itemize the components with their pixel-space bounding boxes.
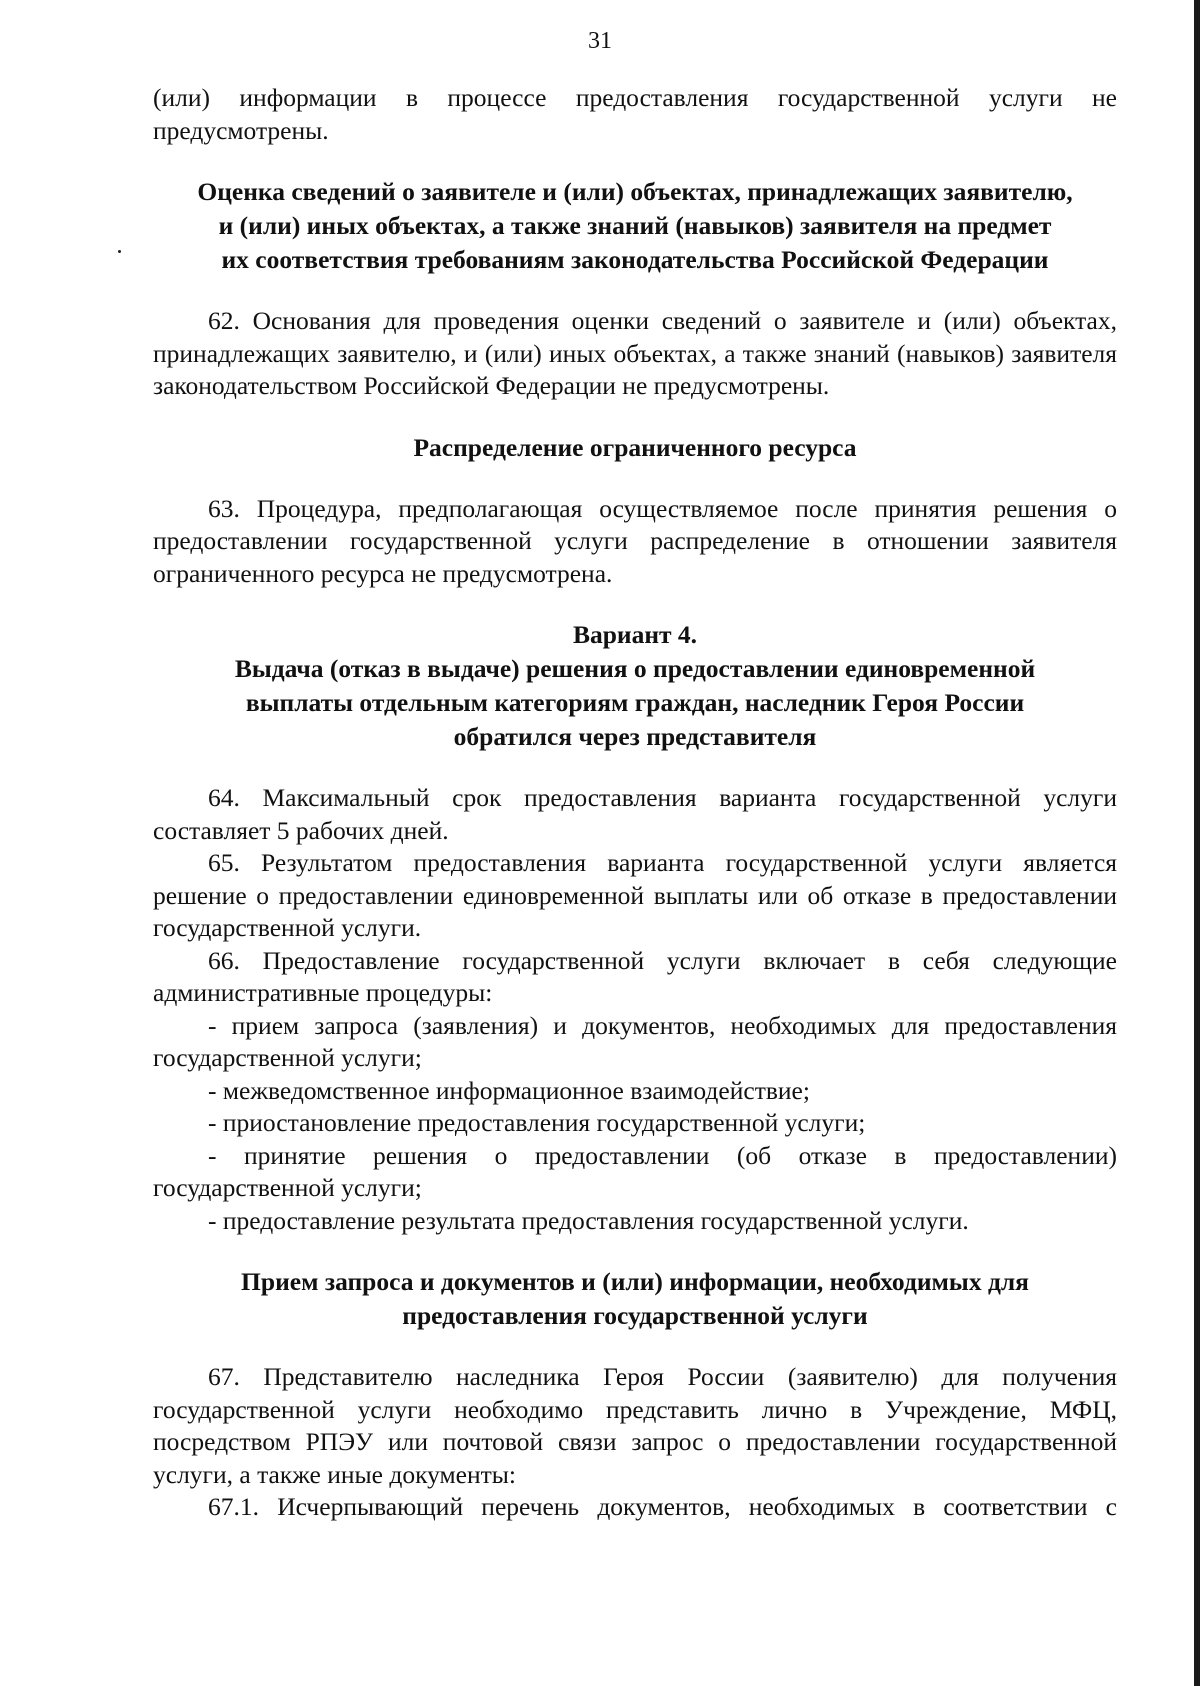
heading-line: предоставления государственной услуги: [402, 1301, 868, 1330]
paragraph: 62. Основания для проведения оценки сведений о заявителе и (или) объектах, принадлежащих заявителю, и (или) иных объектах, а также знаний (навыков) заявителя законодательством Российской Федерации не предусмотрены.: [153, 306, 1117, 400]
heading-line: и (или) иных объектах, а также знаний (навыков) заявителя на предмет: [218, 211, 1052, 240]
document-body: [153, 82, 1117, 1524]
heading-line: Оценка сведений о заявителе и (или) объектах, принадлежащих заявителю,: [197, 177, 1073, 206]
spacer: [153, 403, 1117, 431]
spacer: [153, 1333, 1117, 1361]
paragraph: 65. Результатом предоставления варианта государственной услуги является решение о предоставлении единовременной выплаты или об отказе в предоставлении государственной услуги.: [153, 848, 1117, 942]
section-heading: [153, 431, 1117, 465]
spacer: [153, 1237, 1117, 1265]
scan-edge: [1194, 0, 1200, 1686]
paragraph: 64. Максимальный срок предоставления варианта государственной услуги составляет 5 рабочих дней.: [153, 783, 1117, 845]
paragraph: (или) информации в процессе предоставления государственной услуги не предусмотрены.: [153, 83, 1117, 145]
page-number: 31: [588, 28, 612, 54]
spacer: [153, 754, 1117, 782]
paragraph: 67.1. Исчерпывающий перечень документов, необходимых в соответствии с: [208, 1492, 1117, 1521]
paragraph: - прием запроса (заявления) и документов, необходимых для предоставления государственной услуги;: [153, 1010, 1117, 1072]
heading-line: выплаты отдельным категориям граждан, наследник Героя России: [245, 688, 1025, 717]
section-heading: [153, 1265, 1117, 1333]
section-heading: [153, 618, 1117, 754]
paragraph: - предоставление результата предоставления государственной услуги.: [208, 1205, 969, 1235]
heading-line: Прием запроса и документов и (или) информации, необходимых для: [241, 1267, 1029, 1296]
spacer: [153, 590, 1117, 618]
paragraph: - приостановление предоставления государственной услуги;: [208, 1108, 866, 1137]
paragraph: - межведомственное информационное взаимодействие;: [208, 1075, 810, 1105]
heading-line: Распределение ограниченного ресурса: [413, 432, 857, 462]
paragraph: 63. Процедура, предполагающая осуществляемое после принятия решения о предоставлении государственной услуги распределение в отношении заявителя ограниченного ресурса не предусмотрена.: [153, 493, 1117, 588]
section-heading: [153, 175, 1117, 277]
paragraph: 66. Предоставление государственной услуги включает в себя следующие административные процедуры:: [153, 945, 1117, 1007]
spacer: [153, 465, 1117, 493]
spacer: [153, 147, 1117, 175]
paragraph: - принятие решения о предоставлении (об отказе в предоставлении) государственной услуги;: [153, 1140, 1117, 1202]
heading-line: Выдача (отказ в выдаче) решения о предоставлении единовременной: [234, 654, 1036, 683]
paragraph: 67. Представителю наследника Героя России (заявителю) для получения государственной услуги необходимо представить лично в Учреждение, МФЦ, посредством РПЭУ или почтовой связи запрос о предоставлении государственной услуги, а также иные документы:: [153, 1362, 1117, 1489]
heading-line: Вариант 4.: [572, 620, 698, 649]
heading-line: их соответствия требованиям законодательства Российской Федерации: [221, 245, 1049, 274]
heading-line: обратился через представителя: [453, 722, 817, 751]
scan-speck: [118, 250, 121, 253]
spacer: [153, 277, 1117, 305]
